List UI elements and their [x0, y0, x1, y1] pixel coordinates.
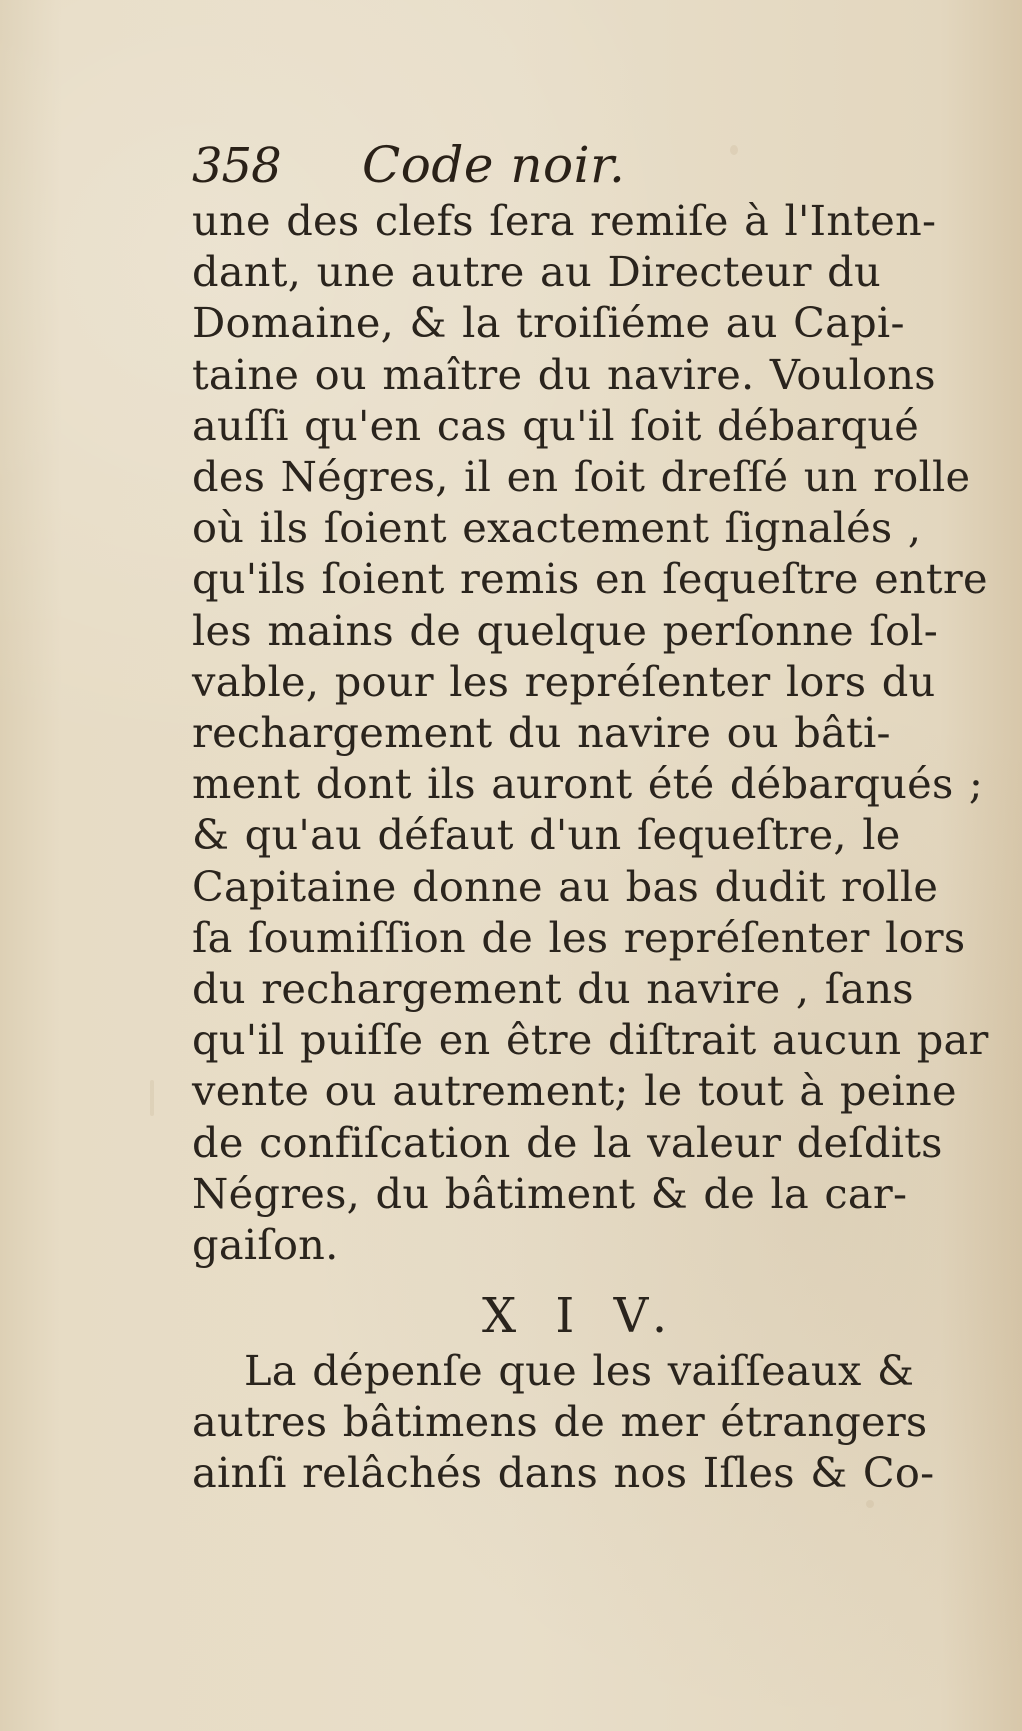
text-line: les mains de quelque perſonne ſol- [192, 605, 939, 655]
text-line: rechargement du navire ou bâti- [192, 708, 891, 758]
second-text-paragraph [192, 1345, 957, 1499]
section-heading: X I V. [482, 1288, 680, 1344]
page-number: 358 [192, 138, 281, 194]
text-line: qu'il puiſſe en être diſtrait aucun par [192, 1015, 989, 1065]
running-title: Code noir. [362, 136, 626, 194]
text-line: La dépenſe que les vaiſſeaux & [244, 1346, 915, 1395]
text-line: une des clefs ſera remiſe à l'Inten- [192, 196, 937, 245]
text-line: Domaine, & la troiſiéme au Capi- [192, 298, 905, 348]
text-line: auſſi qu'en cas qu'il ſoit débarqué [192, 400, 920, 450]
text-line: vable, pour les repréſenter lors du [192, 656, 936, 706]
text-line: ſa ſoumiſſion de les repréſenter lors [192, 912, 966, 962]
paper-stain [150, 1080, 154, 1116]
text-line: & qu'au défaut d'un ſequeſtre, le [192, 810, 901, 860]
text-line: dant, une autre au Directeur du [192, 247, 881, 297]
text-line: Négres, du bâtiment & de la car- [192, 1168, 908, 1218]
text-line: Capitaine donne au bas dudit rolle [192, 861, 939, 911]
text-line: des Négres, il en ſoit dreſſé un rolle [192, 452, 971, 502]
text-line: ainſi relâchés dans nos Iſles & Co- [192, 1448, 935, 1498]
text-line: ment dont ils auront été débarqués ; [192, 759, 984, 809]
page-header [192, 118, 952, 194]
text-line: autres bâtimens de mer étrangers [192, 1397, 928, 1447]
text-line: où ils ſoient exactement ſignalés , [192, 503, 922, 553]
text-line: de confiſcation de la valeur deſdits [192, 1117, 943, 1167]
text-line: qu'ils ſoient remis en ſequeſtre entre [192, 554, 988, 604]
text-line: gaiſon. [192, 1220, 339, 1270]
main-text-paragraph [192, 195, 989, 1270]
paper-stain [866, 1500, 874, 1508]
text-line: taine ou maître du navire. Voulons [192, 349, 936, 399]
text-line: du rechargement du navire , ſans [192, 964, 914, 1014]
text-line: vente ou autrement; le tout à peine [192, 1066, 957, 1116]
